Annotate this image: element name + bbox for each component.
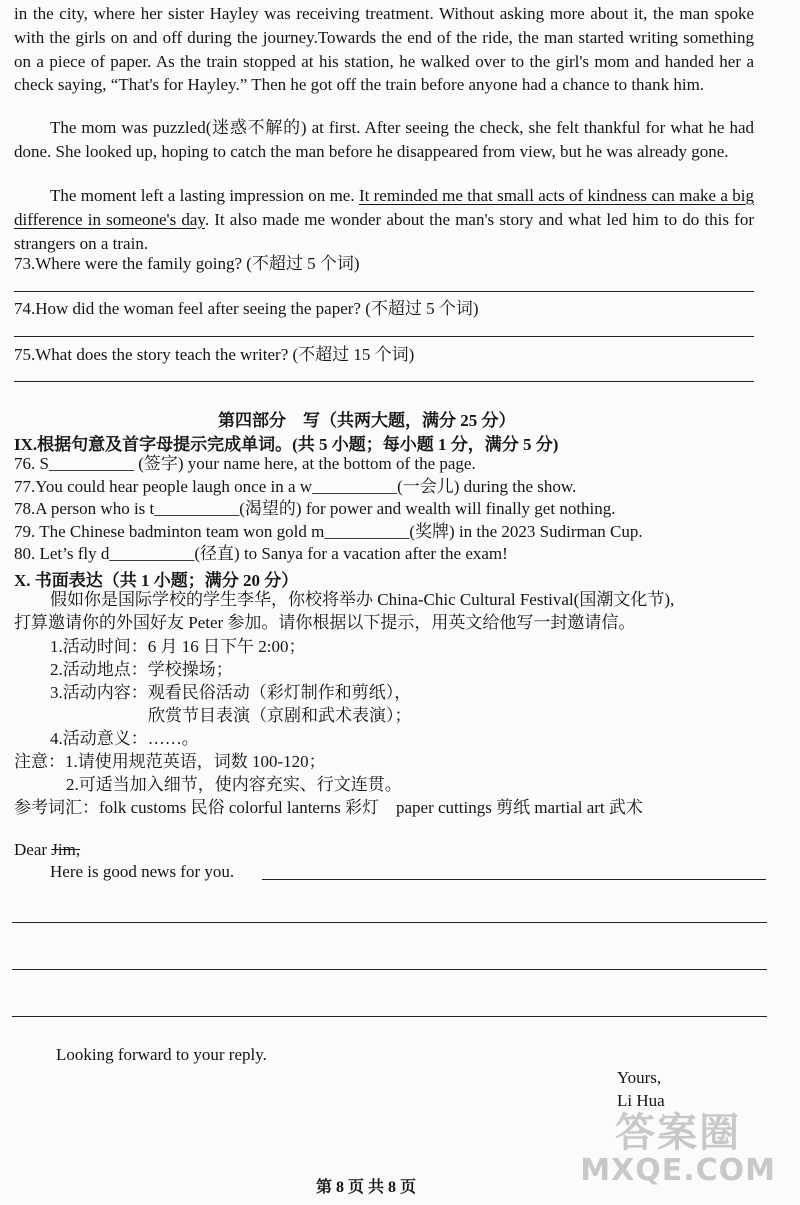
item-78: 78.A person who is t__________(渴望的) for power and wealth will finally get nothing. <box>14 499 616 518</box>
prompt-line-2: 打算邀请你的外国好友 Peter 参加。请你根据以下提示，用英文给他写一封邀请信。 <box>14 613 636 632</box>
watermark-line-2: MXQE.COM <box>580 1153 776 1188</box>
question-74: 74.How did the woman feel after seeing the paper? (不超过 5 个词) <box>14 299 479 318</box>
item-80: 80. Let’s fly d__________(径直) to Sanya for a vacation after the exam! <box>14 544 508 563</box>
letter-salutation <box>14 839 80 861</box>
section-10-title: X. 书面表达（共 1 小题；满分 20 分） <box>14 571 299 590</box>
letter-yours: Yours, <box>617 1068 662 1087</box>
notes-label: 注意： <box>14 752 65 771</box>
answer-line-74[interactable] <box>14 336 754 337</box>
passage-paragraph-3 <box>14 184 754 255</box>
part-title: 第四部分 写（共两大题，满分 25 分） <box>218 411 516 430</box>
writing-line-3[interactable] <box>12 969 767 970</box>
prompt-line-1: 假如你是国际学校的学生李华，你校将举办 China-Chic Cultural Festival(国潮文化节), <box>50 590 675 609</box>
writing-line-2[interactable] <box>12 922 767 923</box>
item-77: 77.You could hear people laugh once in a w__________(一会儿) during the show. <box>14 477 577 496</box>
hint-3-continued: 欣赏节目表演（京剧和武术表演）； <box>148 706 412 725</box>
crossed-out-name: Jim, <box>51 840 81 859</box>
watermark-logo <box>580 1111 776 1187</box>
hint-4: 4.活动意义：……。 <box>50 729 199 748</box>
salutation-dear: Dear <box>14 840 52 859</box>
hint-3: 3.活动内容：观看民俗活动（彩灯制作和剪纸）， <box>50 683 412 702</box>
letter-opening: Here is good news for you. <box>50 862 235 881</box>
question-75: 75.What does the story teach the writer? (不超过 15 个词) <box>14 345 415 364</box>
underlined-sentence: It reminded me that small acts of kindness can make a big difference in someone's day <box>14 186 754 229</box>
watermark-line-1: 答案圈 <box>615 1110 742 1156</box>
writing-line-4[interactable] <box>12 1016 767 1017</box>
passage-paragraph-2: The mom was puzzled(迷惑不解的) at first. After seeing the check, she felt thankful for what he had done. She looked up, hoping to catch the man before he disappeared from view, but he was already gone. <box>14 118 754 161</box>
letter-signature: Li Hua <box>617 1091 665 1110</box>
note-2: 2.可适当加入细节，使内容充实、行文连贯。 <box>66 775 402 794</box>
passage-paragraph-1: in the city, where her sister Hayley was receiving treatment. Without asking more about it, the man spoke with the girls on and off during the journey.Towards the end of the ride, the man started writing something on a piece of paper. As the train stopped at his station, he walked over to the girl's mom and handed her a check saying, “That's for Hayley.” Then he got off the train before anyone had a chance to thank him. <box>14 4 754 95</box>
reference-vocabulary: 参考词汇：folk customs 民俗 colorful lanterns 彩灯 paper cuttings 剪纸 martial art 武术 <box>14 798 643 817</box>
passage-text: . It also made me wonder about the man's story and what led him to do this for strangers on a train. <box>14 209 754 253</box>
note-1: 1.请使用规范英语，词数 100-120； <box>65 752 326 771</box>
answer-line-73[interactable] <box>14 291 754 292</box>
notes <box>14 751 326 773</box>
item-79: 79. The Chinese badminton team won gold m__________(奖牌) in the 2023 Sudirman Cup. <box>14 522 643 541</box>
answer-line-75[interactable] <box>14 381 754 382</box>
item-76: 76. S__________ (签字) your name here, at the bottom of the page. <box>14 454 476 473</box>
page-number: 第 8 页 共 8 页 <box>316 1179 417 1196</box>
writing-line-1[interactable] <box>262 879 766 880</box>
hint-2: 2.活动地点：学校操场； <box>50 660 233 679</box>
letter-closing: Looking forward to your reply. <box>56 1045 267 1064</box>
question-73: 73.Where were the family going? (不超过 5 个词) <box>14 254 360 273</box>
passage-text: The moment left a lasting impression on me. <box>50 186 359 205</box>
section-9-title: IX.根据句意及首字母提示完成单词。(共 5 小题；每小题 1 分，满分 5 分) <box>14 435 559 454</box>
hint-1: 1.活动时间：6 月 16 日下午 2:00； <box>50 637 306 656</box>
